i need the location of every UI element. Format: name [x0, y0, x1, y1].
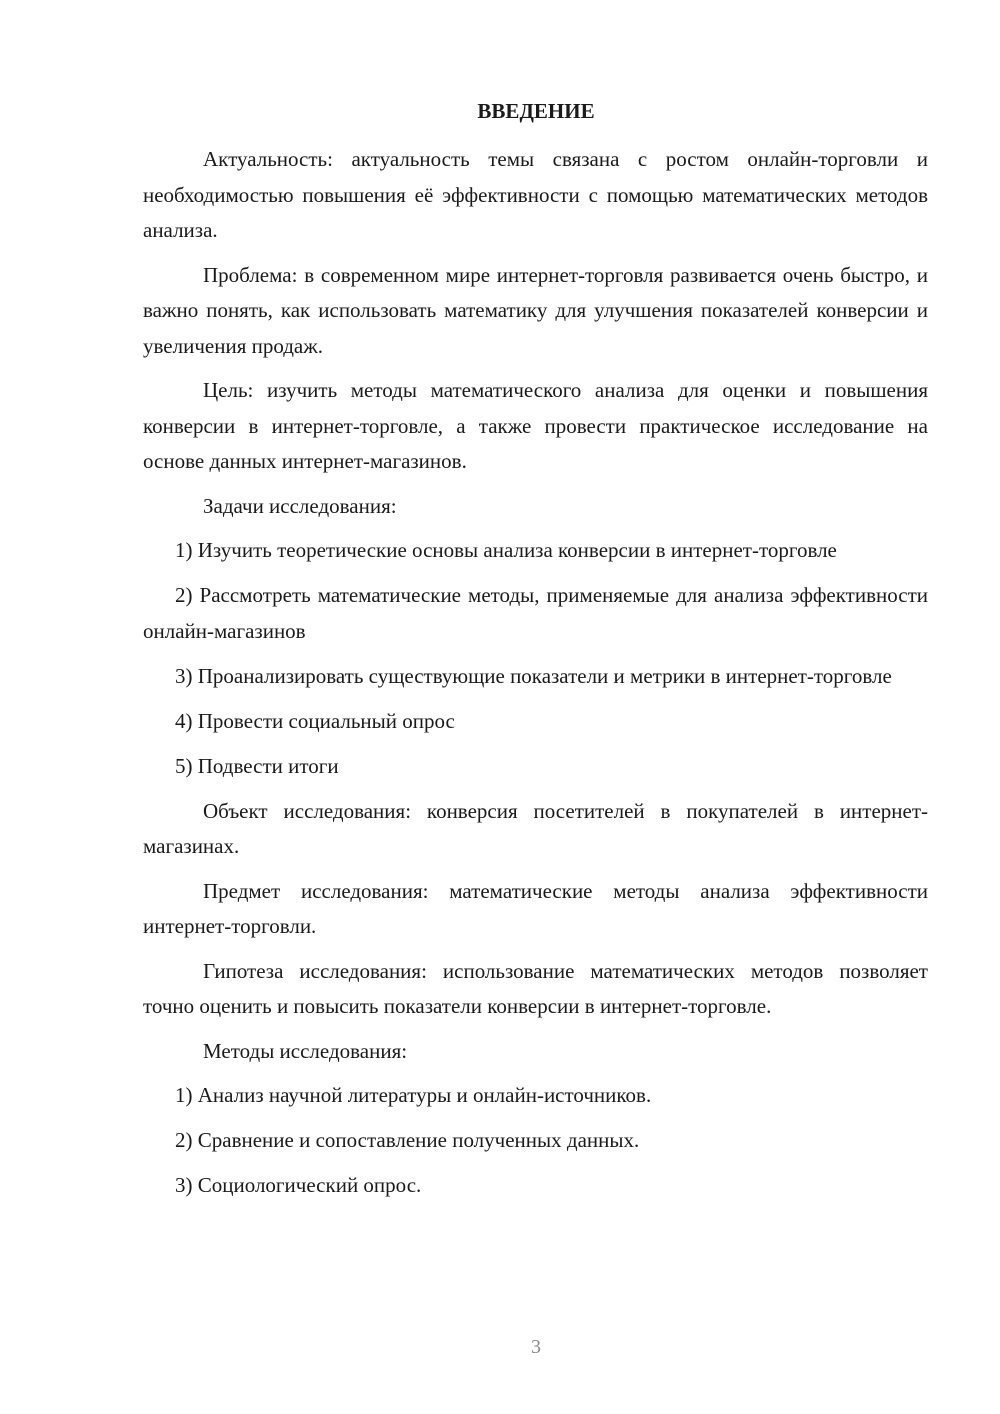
hypothesis-paragraph: Гипотеза исследования: использование математических методов позволяет точно оценить и повысить показатели конверсии в интернет-торговле. [143, 958, 928, 1018]
task-item-1: 1) Изучить теоретические основы анализа конверсии в интернет-торговле [175, 538, 837, 562]
subject-paragraph: Предмет исследования: математические методы анализа эффективности интернет-торговли. [143, 878, 928, 938]
section-title: ВВЕДЕНИЕ [477, 99, 595, 123]
tasks-heading: Задачи исследования: [203, 493, 397, 518]
problem-paragraph: Проблема: в современном мире интернет-торговля развивается очень быстро, и важно понять, как использовать математику для улучшения показателей конверсии и увеличения продаж. [143, 262, 928, 358]
task-item-3: 3) Проанализировать существующие показатели и метрики в интернет-торговле [175, 663, 892, 688]
relevance-paragraph: Актуальность: актуальность темы связана с ростом онлайн-торговли и необходимостью повышения её эффективности с помощью математических методов анализа. [143, 147, 928, 242]
goal-paragraph: Цель: изучить методы математического анализа для оценки и повышения конверсии в интернет-торговле, а также провести практическое исследование на основе данных интернет-магазинов. [143, 378, 928, 473]
page-number: 3 [531, 1336, 541, 1358]
method-item-3: 3) Социологический опрос. [175, 1173, 422, 1197]
object-paragraph: Объект исследования: конверсия посетителей в покупателей в интернет-магазинах. [143, 798, 928, 858]
task-item-4: 4) Провести социальный опрос [175, 708, 455, 733]
methods-heading: Методы исследования: [203, 1038, 408, 1063]
task-item-5: 5) Подвести итоги [175, 753, 339, 778]
method-item-2: 2) Сравнение и сопоставление полученных данных. [175, 1128, 640, 1152]
method-item-1: 1) Анализ научной литературы и онлайн-источников. [175, 1083, 652, 1107]
task-item-2: 2) Рассмотреть математические методы, применяемые для анализа эффективности онлайн-магазинов [143, 583, 928, 643]
document-body [143, 142, 928, 1213]
